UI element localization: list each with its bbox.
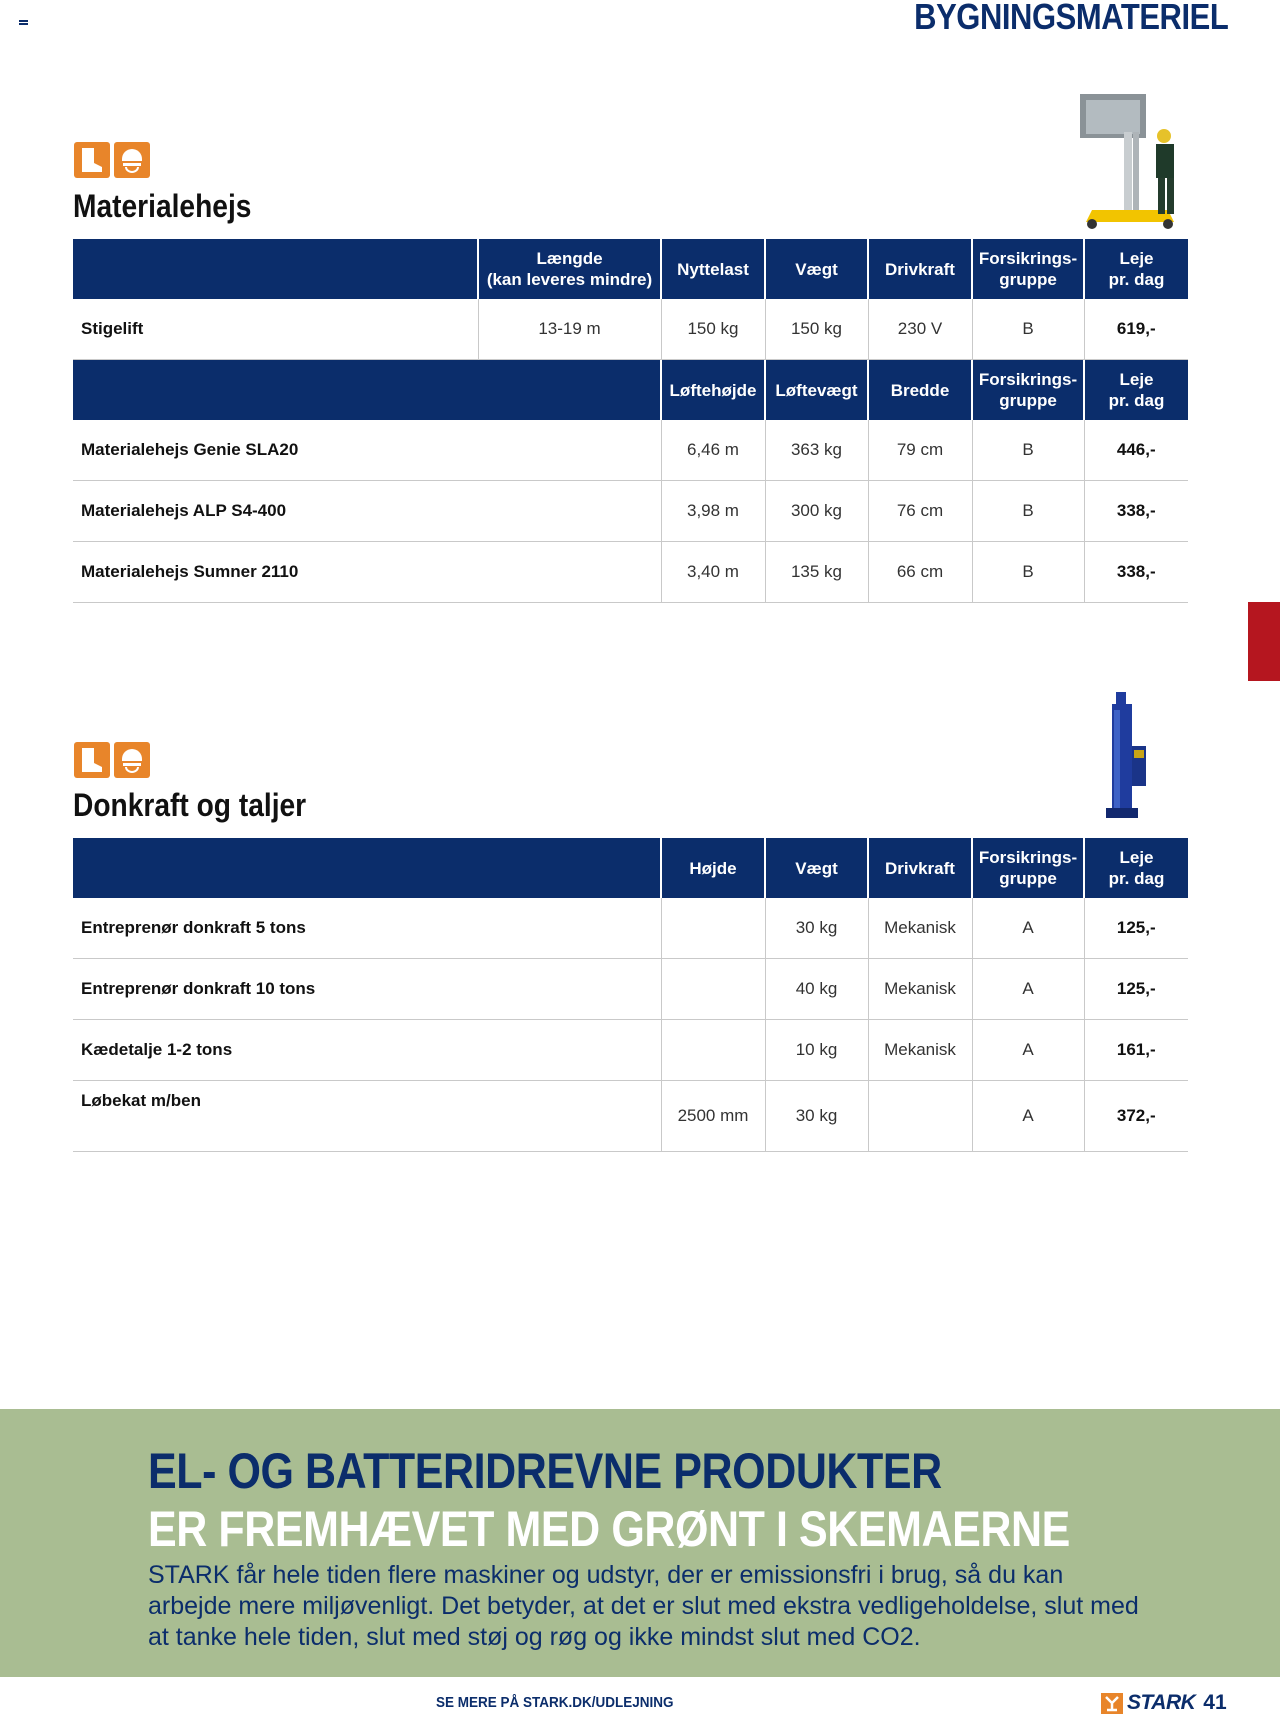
header-cell-insurance: Forsikrings- gruppe (972, 360, 1084, 420)
table-row (73, 542, 1188, 603)
hard-hat-icon (114, 142, 150, 178)
cell-price: 372,- (1084, 1081, 1188, 1152)
table-row (73, 1081, 1188, 1152)
header-cell-lift-weight: Løftevægt (765, 360, 868, 420)
cell-lift-height: 3,40 m (661, 542, 765, 603)
cell-weight: 10 kg (765, 1020, 868, 1081)
materialehejs-table-2 (73, 360, 1188, 603)
footer-link[interactable]: SE MERE PÅ STARK.DK/UDLEJNING (436, 1694, 674, 1711)
cell-insurance: B (972, 542, 1084, 603)
cell-price: 338,- (1084, 481, 1188, 542)
product-name: Entreprenør donkraft 10 tons (73, 959, 661, 1020)
banner-headline-1: EL- OG BATTERIDREVNE PRODUKTER (148, 1443, 942, 1499)
header-cell-power: Drivkraft (868, 838, 972, 898)
table-header-row (73, 360, 1188, 420)
safety-icons (74, 742, 150, 778)
cell-lift-height: 6,46 m (661, 420, 765, 481)
header-cell-rent: Leje pr. dag (1084, 360, 1188, 420)
cell-width: 79 cm (868, 420, 972, 481)
header-cell (73, 838, 661, 898)
header-cell-lift-height: Løftehøjde (661, 360, 765, 420)
cell-payload: 150 kg (661, 299, 765, 360)
cell-insurance: A (972, 898, 1084, 959)
cell-power: Mekanisk (868, 959, 972, 1020)
page-number: 41 (1203, 1691, 1227, 1714)
header-cell-rent: Leje pr. dag (1084, 838, 1188, 898)
cell-price: 446,- (1084, 420, 1188, 481)
cell-insurance: A (972, 1081, 1084, 1152)
table-header-row (73, 838, 1188, 898)
product-name: Kædetalje 1-2 tons (73, 1020, 661, 1081)
banner-headline-2: ER FREMHÆVET MED GRØNT I SKEMAERNE (148, 1501, 1070, 1557)
header-cell-payload: Nyttelast (661, 239, 765, 299)
cell-insurance: B (972, 481, 1084, 542)
cell-price: 125,- (1084, 959, 1188, 1020)
header-cell (73, 360, 661, 420)
product-name: Entreprenør donkraft 5 tons (73, 898, 661, 959)
table-row (73, 481, 1188, 542)
table-row (73, 420, 1188, 481)
cell-length: 13-19 m (478, 299, 661, 360)
hard-hat-icon (114, 742, 150, 778)
cell-height (661, 898, 765, 959)
header-cell-height: Højde (661, 838, 765, 898)
header-cell-rent: Leje pr. dag (1084, 239, 1188, 299)
safety-icons (74, 142, 150, 178)
table-row (73, 898, 1188, 959)
section-title-materialehejs: Materialehejs (73, 188, 252, 224)
cell-insurance: A (972, 1020, 1084, 1081)
header-cell-weight: Vægt (765, 838, 868, 898)
cell-lift-height: 3,98 m (661, 481, 765, 542)
materialehejs-table-1 (73, 239, 1188, 360)
table-row (73, 299, 1188, 360)
safety-boots-icon (74, 142, 110, 178)
table-row (73, 959, 1188, 1020)
cell-height: 2500 mm (661, 1081, 765, 1152)
cell-lift-weight: 135 kg (765, 542, 868, 603)
header-cell-width: Bredde (868, 360, 972, 420)
cell-power (868, 1081, 972, 1152)
cell-width: 76 cm (868, 481, 972, 542)
cell-insurance: B (972, 299, 1084, 360)
stark-logo (1101, 1691, 1227, 1715)
product-name: Materialehejs Genie SLA20 (73, 420, 661, 481)
cell-height (661, 1020, 765, 1081)
cell-insurance: A (972, 959, 1084, 1020)
cell-price: 161,- (1084, 1020, 1188, 1081)
cell-height (661, 959, 765, 1020)
header-cell-insurance: Forsikrings- gruppe (972, 838, 1084, 898)
cell-price: 619,- (1084, 299, 1188, 360)
banner-body-text: STARK får hele tiden flere maskiner og udstyr, der er emissionsfri i brug, så du kan arbejde mere miljøvenligt. Det betyder, at det er slut med ekstra vedligeholdelse, slut med at tanke hele tiden, slut med støj og røg og ikke mindst slut med CO2. (148, 1561, 1139, 1651)
cell-weight: 150 kg (765, 299, 868, 360)
cell-price: 125,- (1084, 898, 1188, 959)
product-name: Stigelift (73, 299, 478, 360)
cell-weight: 30 kg (765, 1081, 868, 1152)
cell-lift-weight: 363 kg (765, 420, 868, 481)
cell-price: 338,- (1084, 542, 1188, 603)
cell-power: 230 V (868, 299, 972, 360)
table-header-row (73, 239, 1188, 299)
cell-power: Mekanisk (868, 898, 972, 959)
cell-weight: 40 kg (765, 959, 868, 1020)
cell-insurance: B (972, 420, 1084, 481)
section-title-donkraft: Donkraft og taljer (73, 787, 307, 823)
header-cell (73, 239, 478, 299)
cell-power: Mekanisk (868, 1020, 972, 1081)
header-cell-weight: Vægt (765, 239, 868, 299)
menu-icon[interactable] (19, 20, 28, 26)
donkraft-table (73, 838, 1188, 1152)
stark-logo-icon (1101, 1693, 1123, 1714)
header-cell-length: Længde (kan leveres mindre) (478, 239, 661, 299)
product-name: Materialehejs ALP S4-400 (73, 481, 661, 542)
safety-boots-icon (74, 742, 110, 778)
page-header-title: BYGNINGSMATERIEL (913, 0, 1228, 37)
table-row (73, 1020, 1188, 1081)
stark-logo-text: STARK (1127, 1691, 1196, 1714)
cell-weight: 30 kg (765, 898, 868, 959)
header-cell-insurance: Forsikrings- gruppe (972, 239, 1084, 299)
header-cell-power: Drivkraft (868, 239, 972, 299)
cell-width: 66 cm (868, 542, 972, 603)
product-name: Løbekat m/ben (73, 1081, 661, 1152)
jack-image (1100, 690, 1158, 829)
section-tab-marker[interactable] (1248, 602, 1280, 681)
material-lift-image (1078, 92, 1183, 237)
cell-lift-weight: 300 kg (765, 481, 868, 542)
product-name: Materialehejs Sumner 2110 (73, 542, 661, 603)
